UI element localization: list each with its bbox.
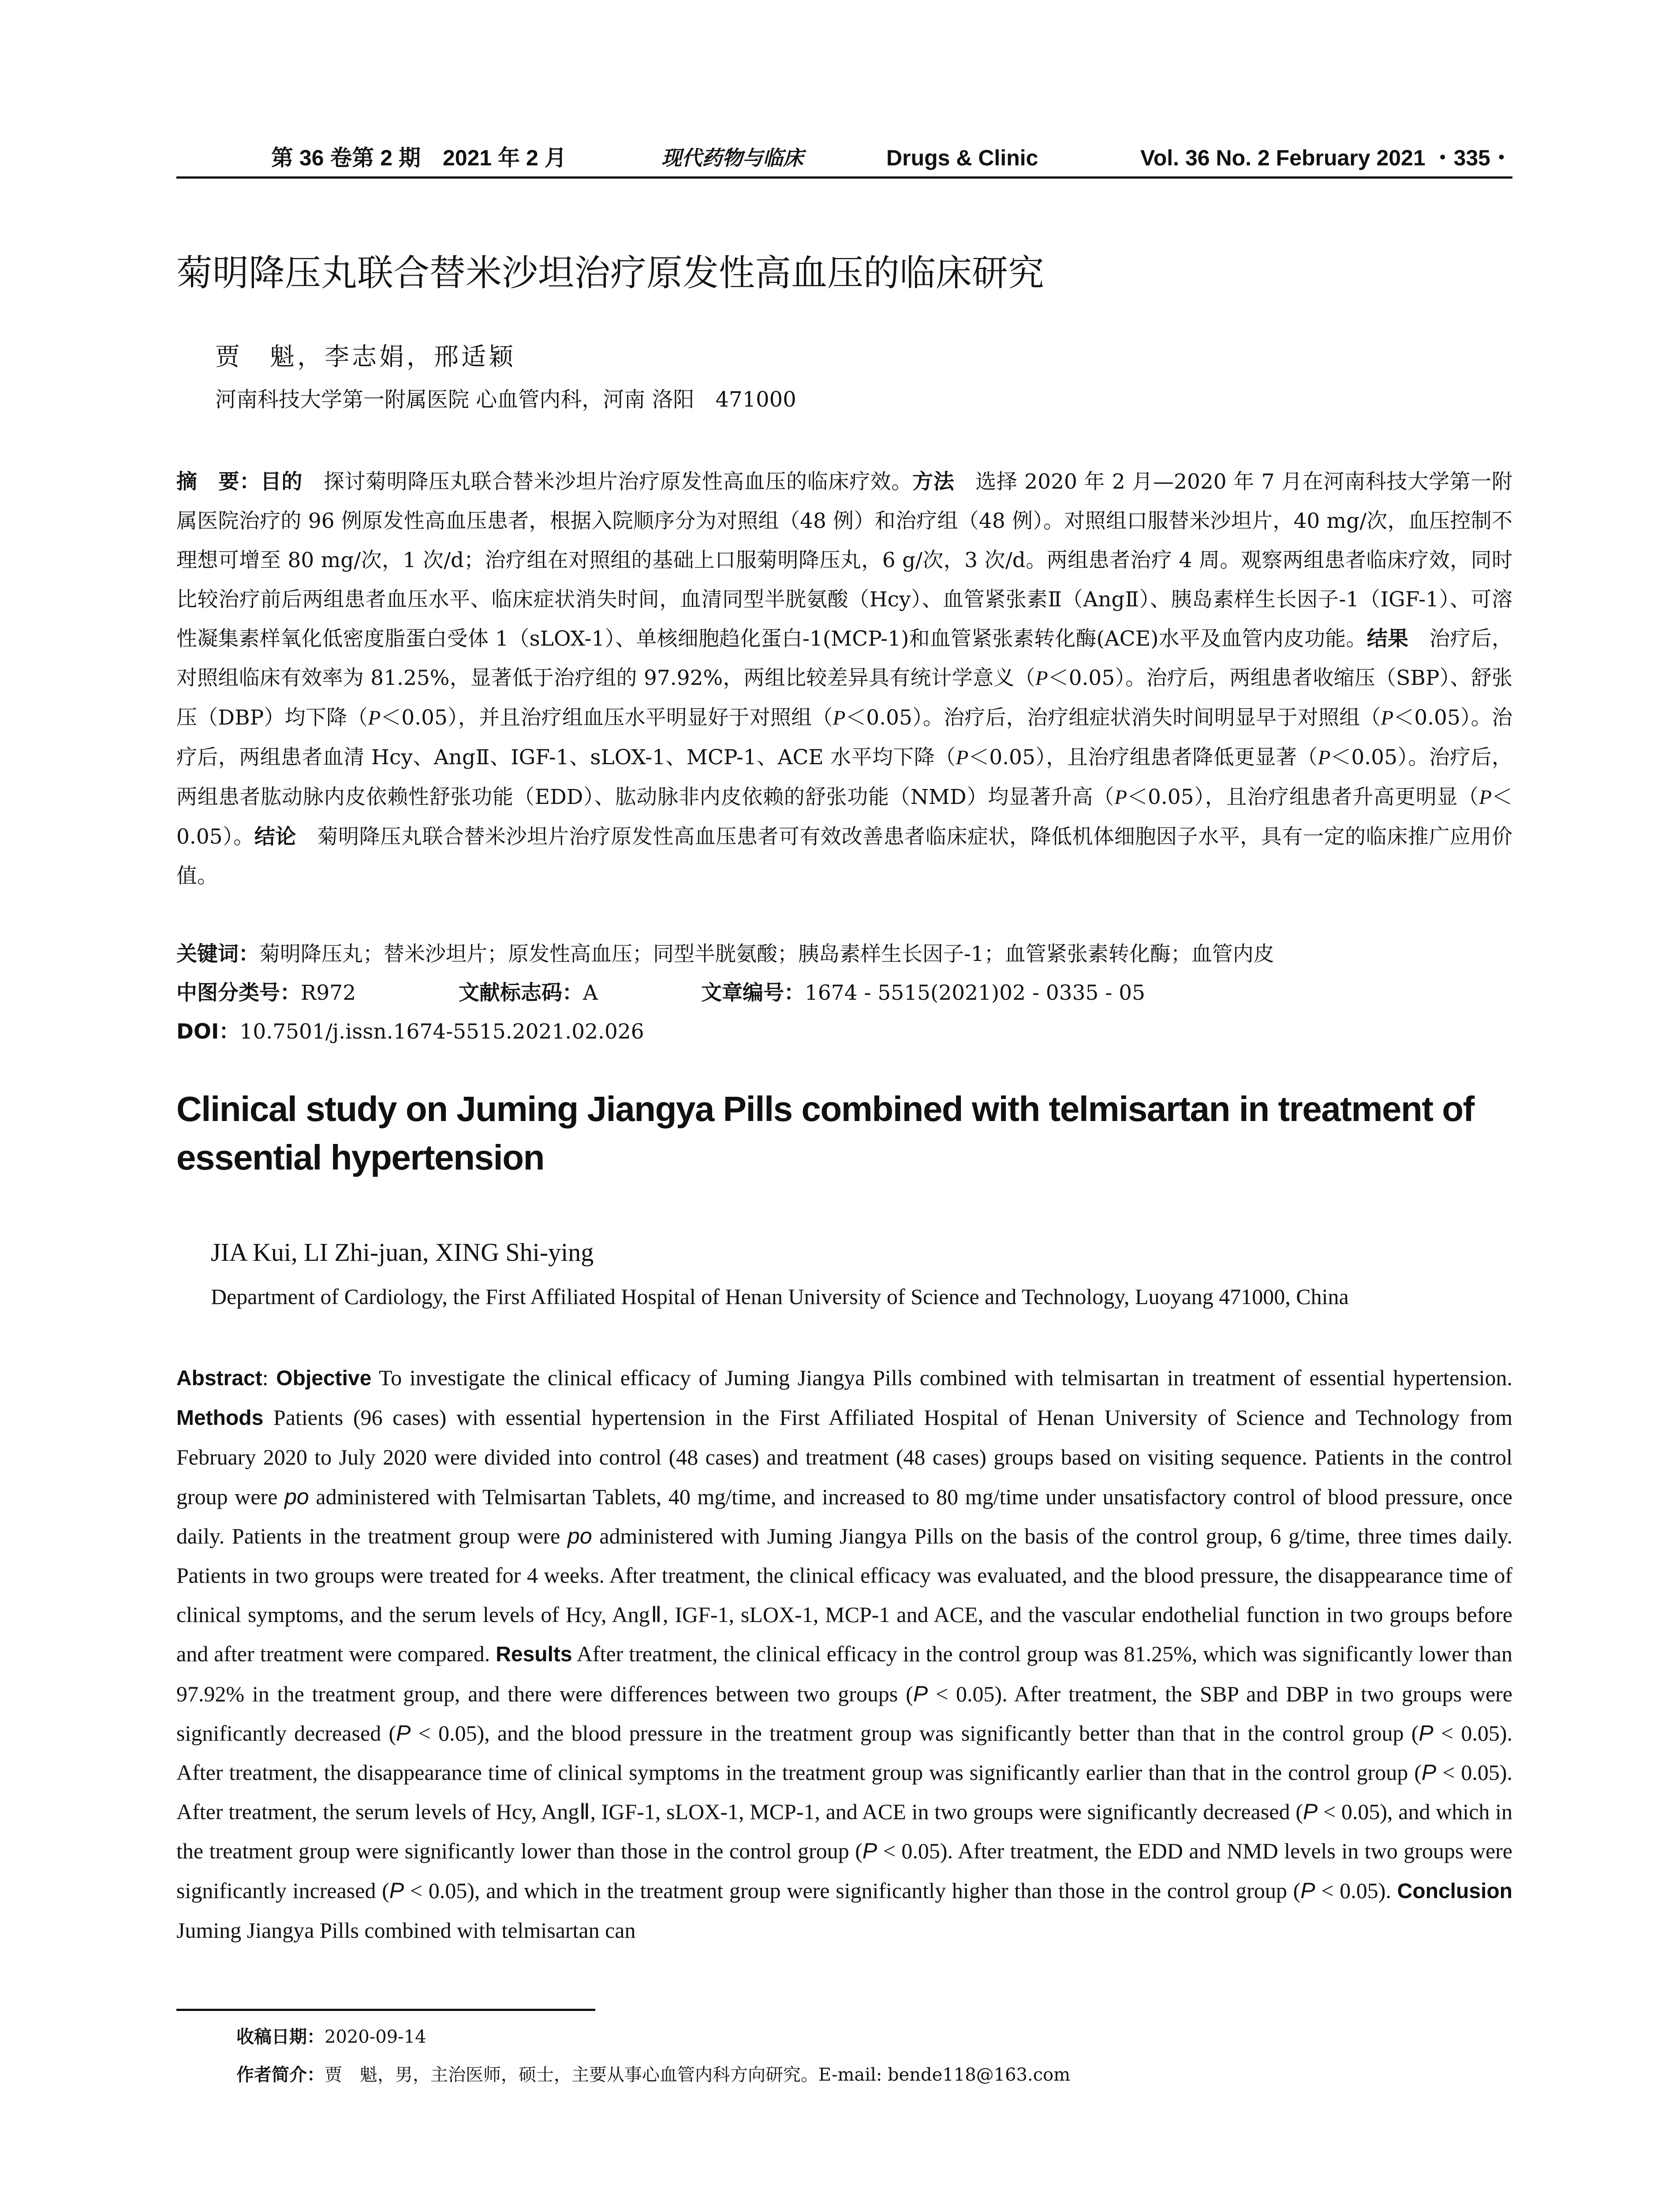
cn-results-text: ＜0.05）。治疗后，两组患者血清 Hcy、AngⅡ、IGF-1、sLOX-1、MCP-1、ACE 水平均下降（	[176, 706, 1512, 770]
p-symbol: P	[1303, 1799, 1318, 1824]
cn-title: 菊明降压丸联合替米沙坦治疗原发性高血压的临床研究	[176, 252, 1045, 294]
en-results-text: < 0.05), and which in the treatment group were significantly higher than those in the control group (	[404, 1878, 1301, 1903]
en-methods-label: Methods	[176, 1406, 264, 1430]
p-symbol: P	[1318, 746, 1331, 769]
en-results-text: < 0.05). After treatment, the serum levels of Hcy, AngⅡ, IGF-1, sLOX-1, MCP-1, and ACE in two groups were significantly decreased (	[176, 1760, 1512, 1824]
en-results-text: < 0.05), and the blood pressure in the treatment group was significantly better than that in the control group (	[411, 1720, 1419, 1745]
en-methods-text: administered with Telmisartan Tablets, 40 mg/time, and increased to 80 mg/time under unsatisfactory control of blood pressure, once daily. Patients in the treatment group were	[176, 1484, 1512, 1548]
en-results-text: < 0.05). After treatment, the SBP and DBP in two groups were significantly decreased (	[176, 1681, 1512, 1745]
doc-code-value: A	[583, 981, 598, 1005]
p-symbol: P	[389, 1878, 404, 1903]
cn-conclusion-label: 结论	[254, 825, 296, 849]
en-abstract-label: Abstract	[176, 1367, 262, 1390]
footnote-received	[236, 2022, 426, 2052]
en-objective-label: Objective	[276, 1367, 372, 1390]
cn-results-text: ＜0.05），并且治疗组血压水平明显好于对照组（	[381, 706, 833, 730]
en-methods-text: administered with Juming Jiangya Pills on the basis of the control group, 6 g/time, three times daily. Patients in two groups were treated for 4 weeks. After treatment, the clinical efficacy was evaluated, and the blood pressure, the disappearance time of clinical symptoms, and the serum levels of Hcy, AngⅡ, IGF-1, sLOX-1, MCP-1 and ACE, and the vascular endothelial function in two groups before and after treatment were compared.	[176, 1523, 1512, 1667]
en-conclusion-text: Juming Jiangya Pills combined with telmisartan can	[176, 1917, 636, 1943]
header-volume-page: Vol. 36 No. 2 February 2021 ・335・	[1140, 146, 1512, 170]
p-symbol: P	[1035, 667, 1048, 690]
en-results-text: < 0.05). After treatment, the disappearance time of clinical symptoms in the treatment group was significantly earlier than that in the control group (	[176, 1720, 1513, 1785]
p-symbol: P	[862, 1839, 877, 1864]
cn-keywords	[176, 935, 1512, 974]
cn-methods-text: 选择 2020 年 2 月—2020 年 7 月在河南科技大学第一附属医院治疗的 96 例原发性高血压患者，根据入院顺序分为对照组（48 例）和治疗组（48 例）。对照组口服替米沙坦片，40 mg/次，血压控制不理想可增至 80 mg/次，1 次/d；治疗组在对照组的基础上口服菊明降压丸，6 g/次，3 次/d。两组患者治疗 4 周。观察两组患者临床疗效，同时比较治疗前后两组患者血压水平、临床症状消失时间，血清同型半胱氨酸（Hcy）、血管紧张素Ⅱ（AngⅡ）、胰岛素样生长因子-1（IGF-1）、可溶性凝集素样氧化低密度脂蛋白受体 1（sLOX-1）、单核细胞趋化蛋白-1(MCP-1)和血管紧张素转化酶(ACE)水平及血管内皮功能。	[176, 470, 1513, 651]
header-rule	[176, 176, 1512, 179]
cn-objective-text: 探讨菊明降压丸联合替米沙坦片治疗原发性高血压的临床疗效。	[302, 470, 913, 494]
p-symbol: P	[1381, 706, 1394, 729]
cn-affiliation: 河南科技大学第一附属医院 心血管内科，河南 洛阳 471000	[215, 387, 796, 412]
cn-results-text: ＜0.05）。治疗后，两组患者肱动脉内皮依赖性舒张功能（EDD）、肱动脉非内皮依赖的舒张功能（NMD）均显著升高（	[176, 745, 1512, 809]
en-title: Clinical study on Juming Jiangya Pills combined with telmisartan in treatment of essential hypertension	[176, 1089, 1474, 1177]
cn-methods-label: 方法	[912, 470, 955, 494]
en-results-text: < 0.05), and which in the treatment group were significantly lower than those in the control group (	[176, 1799, 1513, 1864]
p-symbol: P	[833, 706, 846, 729]
cn-results-text: ＜0.05），且治疗组患者升高更明显（	[1127, 785, 1479, 809]
cn-results-text: 治疗后，对照组临床有效率为 81.25%，显著低于治疗组的 97.92%，两组比较差异具有统计学意义（	[176, 627, 1512, 690]
cn-objective-label: 目的	[260, 470, 303, 494]
en-authors: JIA Kui, LI Zhi-juan, XING Shi-ying	[211, 1238, 594, 1267]
cn-abstract	[176, 462, 1512, 896]
en-conclusion-label: Conclusion	[1397, 1879, 1512, 1903]
p-symbol: P	[1421, 1760, 1437, 1785]
doc-code-group	[459, 974, 598, 1013]
p-symbol: P	[1300, 1878, 1315, 1903]
en-abstract	[176, 1358, 1512, 1950]
p-symbol: P	[396, 1720, 411, 1745]
article-no-label: 文章编号：	[701, 981, 805, 1005]
footnote-rule	[176, 2009, 595, 2011]
cn-results-label: 结果	[1366, 627, 1409, 651]
en-results-text: After treatment, the clinical efficacy in the control group was 81.25%, which was significantly lower than 97.92% in the treatment group, and there were differences between two groups (	[176, 1641, 1512, 1706]
cn-results-text: ＜0.05）。	[176, 785, 1512, 849]
en-affiliation: Department of Cardiology, the First Affiliated Hospital of Henan University of Science and Technology, Luoyang 471000, China	[211, 1284, 1349, 1309]
running-header	[176, 140, 1512, 176]
p-symbol: P	[1419, 1720, 1434, 1745]
en-results-text: < 0.05). After treatment, the EDD and NMD levels in two groups were significantly increased (	[176, 1839, 1512, 1903]
cn-results-text: ＜0.05）。治疗后，治疗组症状消失时间明显早于对照组（	[845, 706, 1381, 730]
cn-authors: 贾 魁，李志娟，邢适颖	[215, 343, 516, 371]
header-journal-en: Drugs & Clinic	[886, 146, 1038, 170]
keywords-text: 菊明降压丸；替米沙坦片；原发性高血压；同型半胱氨酸；胰岛素样生长因子-1；血管紧张素转化酶；血管内皮	[259, 942, 1274, 966]
p-symbol: P	[1114, 786, 1127, 809]
en-methods-text: Patients (96 cases) with essential hypertension in the First Affiliated Hospital of Henan University of Science and Technology from February 2020 to July 2020 were divided into control (48 cases) and treatment (48 cases) groups based on visiting sequence. Patients in the control group were	[176, 1405, 1512, 1509]
cn-results-text: ＜0.05）。治疗后，两组患者收缩压（SBP）、舒张压（DBP）均下降（	[176, 666, 1512, 730]
po-abbrev: po	[284, 1484, 309, 1509]
doi-value: 10.7501/j.issn.1674-5515.2021.02.026	[239, 1020, 644, 1044]
en-objective-text: To investigate the clinical efficacy of Juming Jiangya Pills combined with telmisartan in treatment of essential hypertension.	[371, 1365, 1512, 1390]
doi-label: DOI：	[176, 1020, 240, 1044]
author-bio-label: 作者简介：	[236, 2065, 325, 2085]
clc-label: 中图分类号：	[176, 981, 301, 1005]
received-label: 收稿日期：	[236, 2027, 325, 2047]
cn-abstract-label: 摘 要：	[176, 470, 261, 494]
clc-group	[176, 974, 356, 1013]
p-symbol: P	[368, 706, 381, 729]
p-symbol: P	[1479, 786, 1492, 809]
doc-code-label: 文献标志码：	[459, 981, 583, 1005]
footnote-author	[236, 2059, 1070, 2090]
author-bio-text: 贾 魁，男，主治医师，硕士，主要从事心血管内科方向研究。E-mail: bende118@163.com	[325, 2065, 1071, 2085]
clc-value: R972	[301, 981, 356, 1005]
cn-doi	[176, 1013, 1512, 1051]
keywords-label: 关键词：	[176, 942, 259, 966]
header-journal-cn: 现代药物与临床	[661, 146, 803, 170]
en-abstract-colon: :	[262, 1365, 276, 1390]
received-date: 2020-09-14	[325, 2027, 426, 2047]
po-abbrev: po	[567, 1523, 592, 1548]
header-issue: 第 36 卷第 2 期 2021 年 2 月	[271, 146, 567, 170]
article-no-group	[701, 974, 1145, 1013]
cn-results-text: ＜0.05），且治疗组患者降低更显著（	[968, 745, 1318, 770]
article-no-value: 1674 - 5515(2021)02 - 0335 - 05	[805, 981, 1146, 1005]
p-symbol: P	[913, 1681, 928, 1706]
cn-conclusion-text: 菊明降压丸联合替米沙坦片治疗原发性高血压患者可有效改善患者临床症状，降低机体细胞因子水平，具有一定的临床推广应用价值。	[176, 825, 1512, 888]
en-results-label: Results	[496, 1643, 572, 1667]
en-results-text: < 0.05).	[1315, 1878, 1397, 1903]
p-symbol: P	[956, 746, 969, 769]
